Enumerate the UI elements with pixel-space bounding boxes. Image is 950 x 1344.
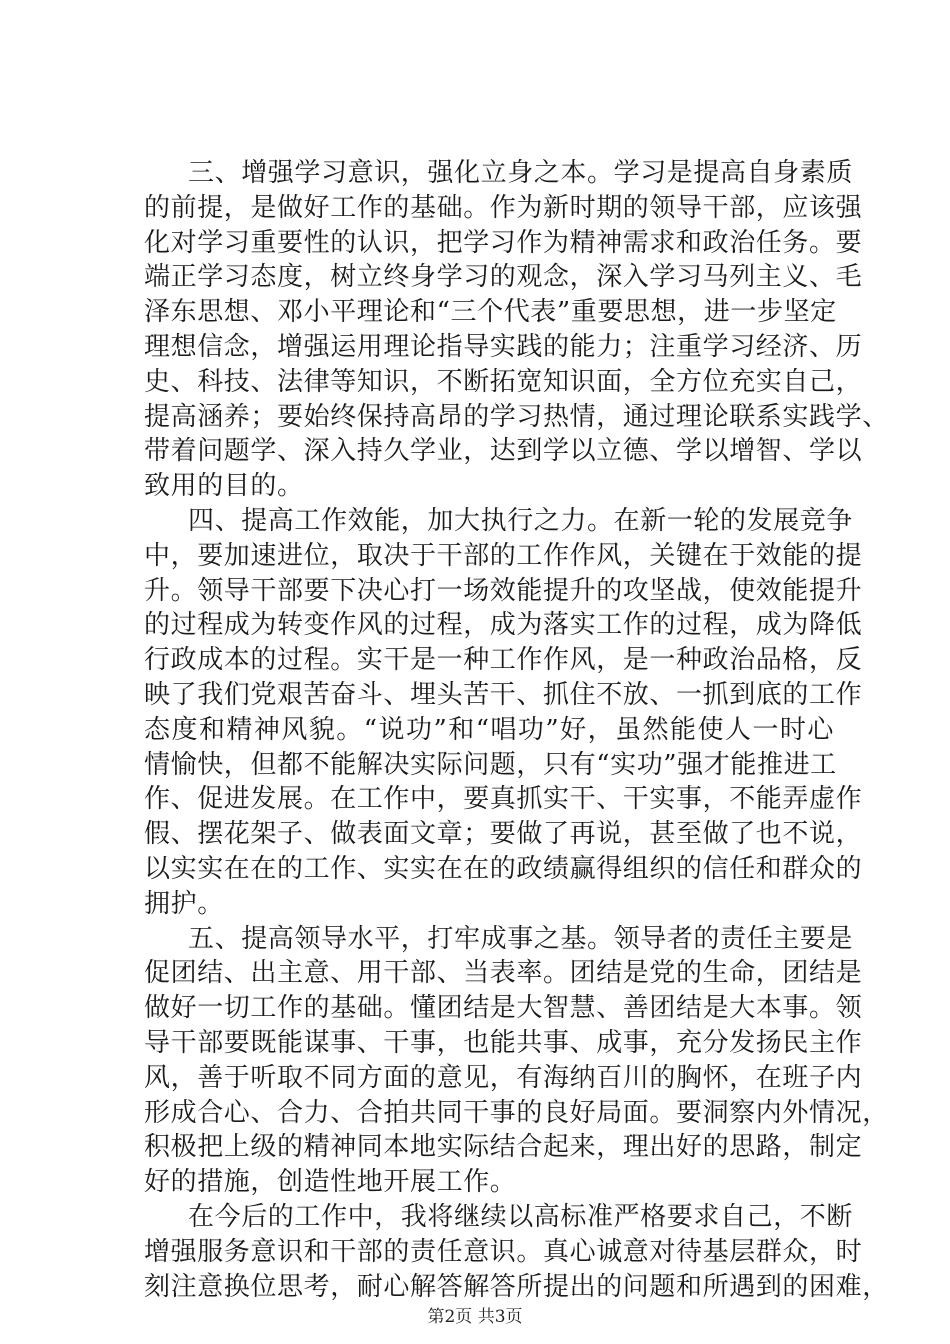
text-line: 促团结、出主意、用干部、当表率。团结是党的生命，团结是 — [144, 958, 863, 989]
text-line: 好的措施，创造性地开展工作。 — [144, 1167, 517, 1198]
text-line: 三、增强学习意识，强化立身之本。学习是提高自身素质 — [188, 158, 854, 188]
text-line: 中，要加速进位，取决于干部的工作作风，关键在于效能的提 — [144, 540, 863, 571]
text-line: 四、提高工作效能，加大执行之力。在新一轮的发展竞争 — [188, 505, 854, 536]
paragraph — [144, 156, 889, 504]
text-line: 映了我们党艰苦奋斗、埋头苦干、抓住不放、一抓到底的工作 — [144, 679, 863, 710]
text-line: 五、提高领导水平，打牢成事之基。领导者的责任主要是 — [188, 923, 854, 954]
text-line: 拥护。 — [144, 888, 224, 919]
text-line: 升。领导干部要下决心打一场效能提升的攻坚战，使效能提升 — [144, 575, 863, 606]
text-line: 刻注意换位思考，耐心解答解答所提出的问题和所遇到的困难， — [144, 1271, 889, 1302]
text-line: 积极把上级的精神同本地实际结合起来，理出好的思路，制定 — [144, 1132, 863, 1163]
text-line: 致用的目的。 — [144, 471, 304, 502]
text-line: 的过程成为转变作风的过程，成为落实工作的过程，成为降低 — [144, 610, 863, 641]
text-line: 理想信念，增强运用理论指导实践的能力；注重学习经济、历 — [144, 331, 863, 362]
text-line: 史、科技、法律等知识，不断拓宽知识面，全方位充实自己， — [144, 366, 863, 397]
text-line: 导干部要既能谋事、干事，也能共事、成事，充分发扬民主作 — [144, 1027, 863, 1058]
body-text — [144, 156, 889, 1304]
text-line: 以实实在在的工作、实实在在的政绩赢得组织的信任和群众的 — [144, 853, 863, 884]
paragraph — [144, 1200, 889, 1304]
text-line: 态度和精神风貌。“说功”和“唱功”好，虽然能使人一时心 — [144, 714, 834, 745]
paragraph — [144, 922, 889, 1200]
text-line: 提高涵养；要始终保持高昂的学习热情，通过理论联系实践学、 — [144, 401, 889, 432]
text-line: 带着问题学、深入持久学业，达到学以立德、学以增智、学以 — [144, 436, 863, 467]
text-line: 在今后的工作中，我将继续以高标准严格要求自己，不断 — [188, 1201, 854, 1232]
paragraph — [144, 504, 863, 922]
text-line: 端正学习态度，树立终身学习的观念，深入学习马列主义、毛 — [144, 262, 863, 293]
text-line: 泽东思想、邓小平理论和“三个代表”重要思想，进一步坚定 — [144, 297, 837, 328]
text-line: 化对学习重要性的认识，把学习作为精神需求和政治任务。要 — [144, 227, 863, 258]
text-line: 增强服务意识和干部的责任意识。真心诚意对待基层群众，时 — [144, 1236, 863, 1267]
text-line: 假、摆花架子、做表面文章；要做了再说，甚至做了也不说， — [144, 819, 863, 850]
text-line: 情愉快，但都不能解决实际问题，只有“实功”强才能推进工 — [144, 749, 837, 780]
text-line: 作、促进发展。在工作中，要真抓实干、干实事，不能弄虚作 — [144, 784, 863, 815]
text-line: 风，善于听取不同方面的意见，有海纳百川的胸怀，在班子内 — [144, 1062, 863, 1093]
text-line: 行政成本的过程。实干是一种工作作风，是一种政治品格，反 — [144, 645, 863, 676]
text-line: 形成合心、合力、合拍共同干事的良好局面。要洞察内外情况， — [144, 1097, 889, 1128]
page-footer: 第2页 共3页 — [427, 1307, 523, 1327]
text-line: 的前提，是做好工作的基础。作为新时期的领导干部，应该强 — [144, 192, 863, 223]
text-line: 做好一切工作的基础。懂团结是大智慧、善团结是大本事。领 — [144, 993, 863, 1024]
